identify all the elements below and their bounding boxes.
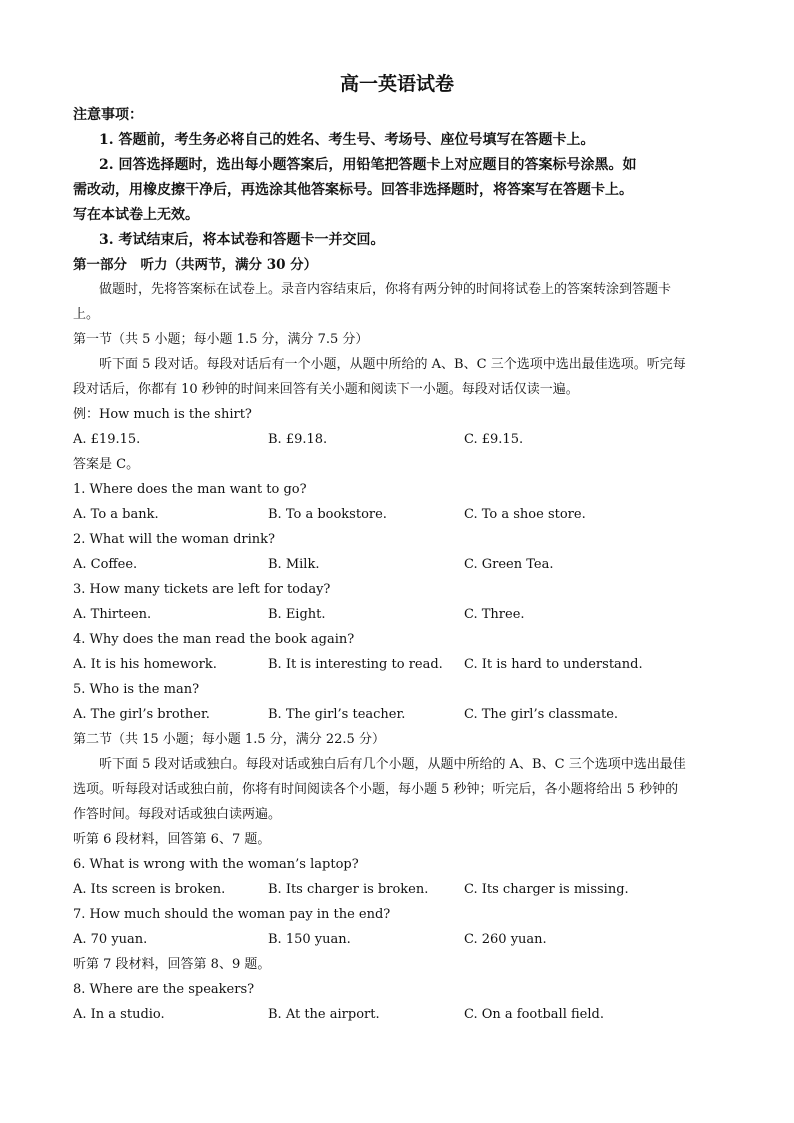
section2-intro-line-2: 选项。听每段对话或独白前，你将有时间阅读各个小题，每小题 5 秒钟；听完后，各小题将给出 5 秒钟的 xyxy=(73,782,679,797)
section2-intro-line-3: 作答时间。每段对话或独白读两遍。 xyxy=(73,807,282,822)
option-b: B. At the airport. xyxy=(268,1007,380,1022)
option-a: A. £19.15. xyxy=(73,432,141,447)
question-3: 3. How many tickets are left for today? xyxy=(73,582,331,597)
note-2-line-3: 写在本试卷上无效。 xyxy=(73,207,199,223)
option-a: A. To a bank. xyxy=(73,507,159,522)
section1-intro-line-2: 段对话后，你都有 10 秒钟的时间来回答有关小题和阅读下一小题。每段对话仅读一遍。 xyxy=(73,382,579,397)
question-4: 4. Why does the man read the book again? xyxy=(73,632,355,647)
question-2: 2. What will the woman drink? xyxy=(73,532,275,547)
option-b: B. It is interesting to read. xyxy=(268,657,443,672)
note-3: 3. 考试结束后，将本试卷和答题卡一并交回。 xyxy=(99,232,385,248)
option-a: A. 70 yuan. xyxy=(73,932,148,947)
section2-intro-line-1: 听下面 5 段对话或独白。每段对话或独白后有几个小题，从题中所给的 A、B、C 三个选项中选出最佳 xyxy=(99,757,686,772)
option-a: A. The girl’s brother. xyxy=(73,707,210,722)
page-title: 高一英语试卷 xyxy=(339,73,454,95)
part1-intro-line-1: 做题时，先将答案标在试卷上。录音内容结束后，你将有两分钟的时间将试卷上的答案转涂到答题卡 xyxy=(99,282,672,297)
notes-heading: 注意事项： xyxy=(73,107,143,123)
question-7: 7. How much should the woman pay in the end? xyxy=(73,907,391,922)
part1-intro-line-2: 上。 xyxy=(73,307,100,322)
part1-heading: 第一部分 听力（共两节，满分 30 分） xyxy=(73,257,318,273)
material-7-instruction: 听第 7 段材料，回答第 8、9 题。 xyxy=(73,957,271,972)
option-b: B. To a bookstore. xyxy=(268,507,387,522)
option-b: B. £9.18. xyxy=(268,432,328,447)
note-1: 1. 答题前，考生务必将自己的姓名、考生号、考场号、座位号填写在答题卡上。 xyxy=(99,132,595,148)
question-1: 1. Where does the man want to go? xyxy=(73,482,307,497)
option-c: C. It is hard to understand. xyxy=(464,657,643,672)
option-a: A. In a studio. xyxy=(73,1007,165,1022)
section1-intro-line-1: 听下面 5 段对话。每段对话后有一个小题，从题中所给的 A、B、C 三个选项中选出最佳选项。听完每 xyxy=(99,357,686,372)
note-2-line-1: 2. 回答选择题时，选出每小题答案后，用铅笔把答题卡上对应题目的答案标号涂黑。如 xyxy=(99,157,637,173)
option-a: A. Coffee. xyxy=(73,557,138,572)
option-a: A. It is his homework. xyxy=(73,657,217,672)
option-c: C. Green Tea. xyxy=(464,557,554,572)
option-a: A. Thirteen. xyxy=(73,607,152,622)
option-a: A. Its screen is broken. xyxy=(73,882,226,897)
option-c: C. The girl’s classmate. xyxy=(464,707,619,722)
question-5: 5. Who is the man? xyxy=(73,682,200,697)
material-6-instruction: 听第 6 段材料，回答第 6、7 题。 xyxy=(73,832,271,847)
option-c: C. Three. xyxy=(464,607,525,622)
option-b: B. Its charger is broken. xyxy=(268,882,429,897)
example-question: 例：How much is the shirt? xyxy=(73,407,252,422)
option-c: C. To a shoe store. xyxy=(464,507,586,522)
option-b: B. 150 yuan. xyxy=(268,932,351,947)
option-c: C. £9.15. xyxy=(464,432,524,447)
question-8: 8. Where are the speakers? xyxy=(73,982,255,997)
note-2-line-2: 需改动，用橡皮擦干净后，再选涂其他答案标号。回答非选择题时，将答案写在答题卡上。 xyxy=(73,182,633,198)
example-answer: 答案是 C。 xyxy=(73,457,140,472)
section2-heading: 第二节（共 15 小题；每小题 1.5 分，满分 22.5 分） xyxy=(73,732,385,747)
section1-heading: 第一节（共 5 小题；每小题 1.5 分，满分 7.5 分） xyxy=(73,332,369,347)
option-c: C. On a football field. xyxy=(464,1007,604,1022)
option-c: C. Its charger is missing. xyxy=(464,882,629,897)
option-b: B. The girl’s teacher. xyxy=(268,707,406,722)
option-b: B. Eight. xyxy=(268,607,326,622)
option-b: B. Milk. xyxy=(268,557,320,572)
question-6: 6. What is wrong with the woman’s laptop? xyxy=(73,857,359,872)
option-c: C. 260 yuan. xyxy=(464,932,547,947)
